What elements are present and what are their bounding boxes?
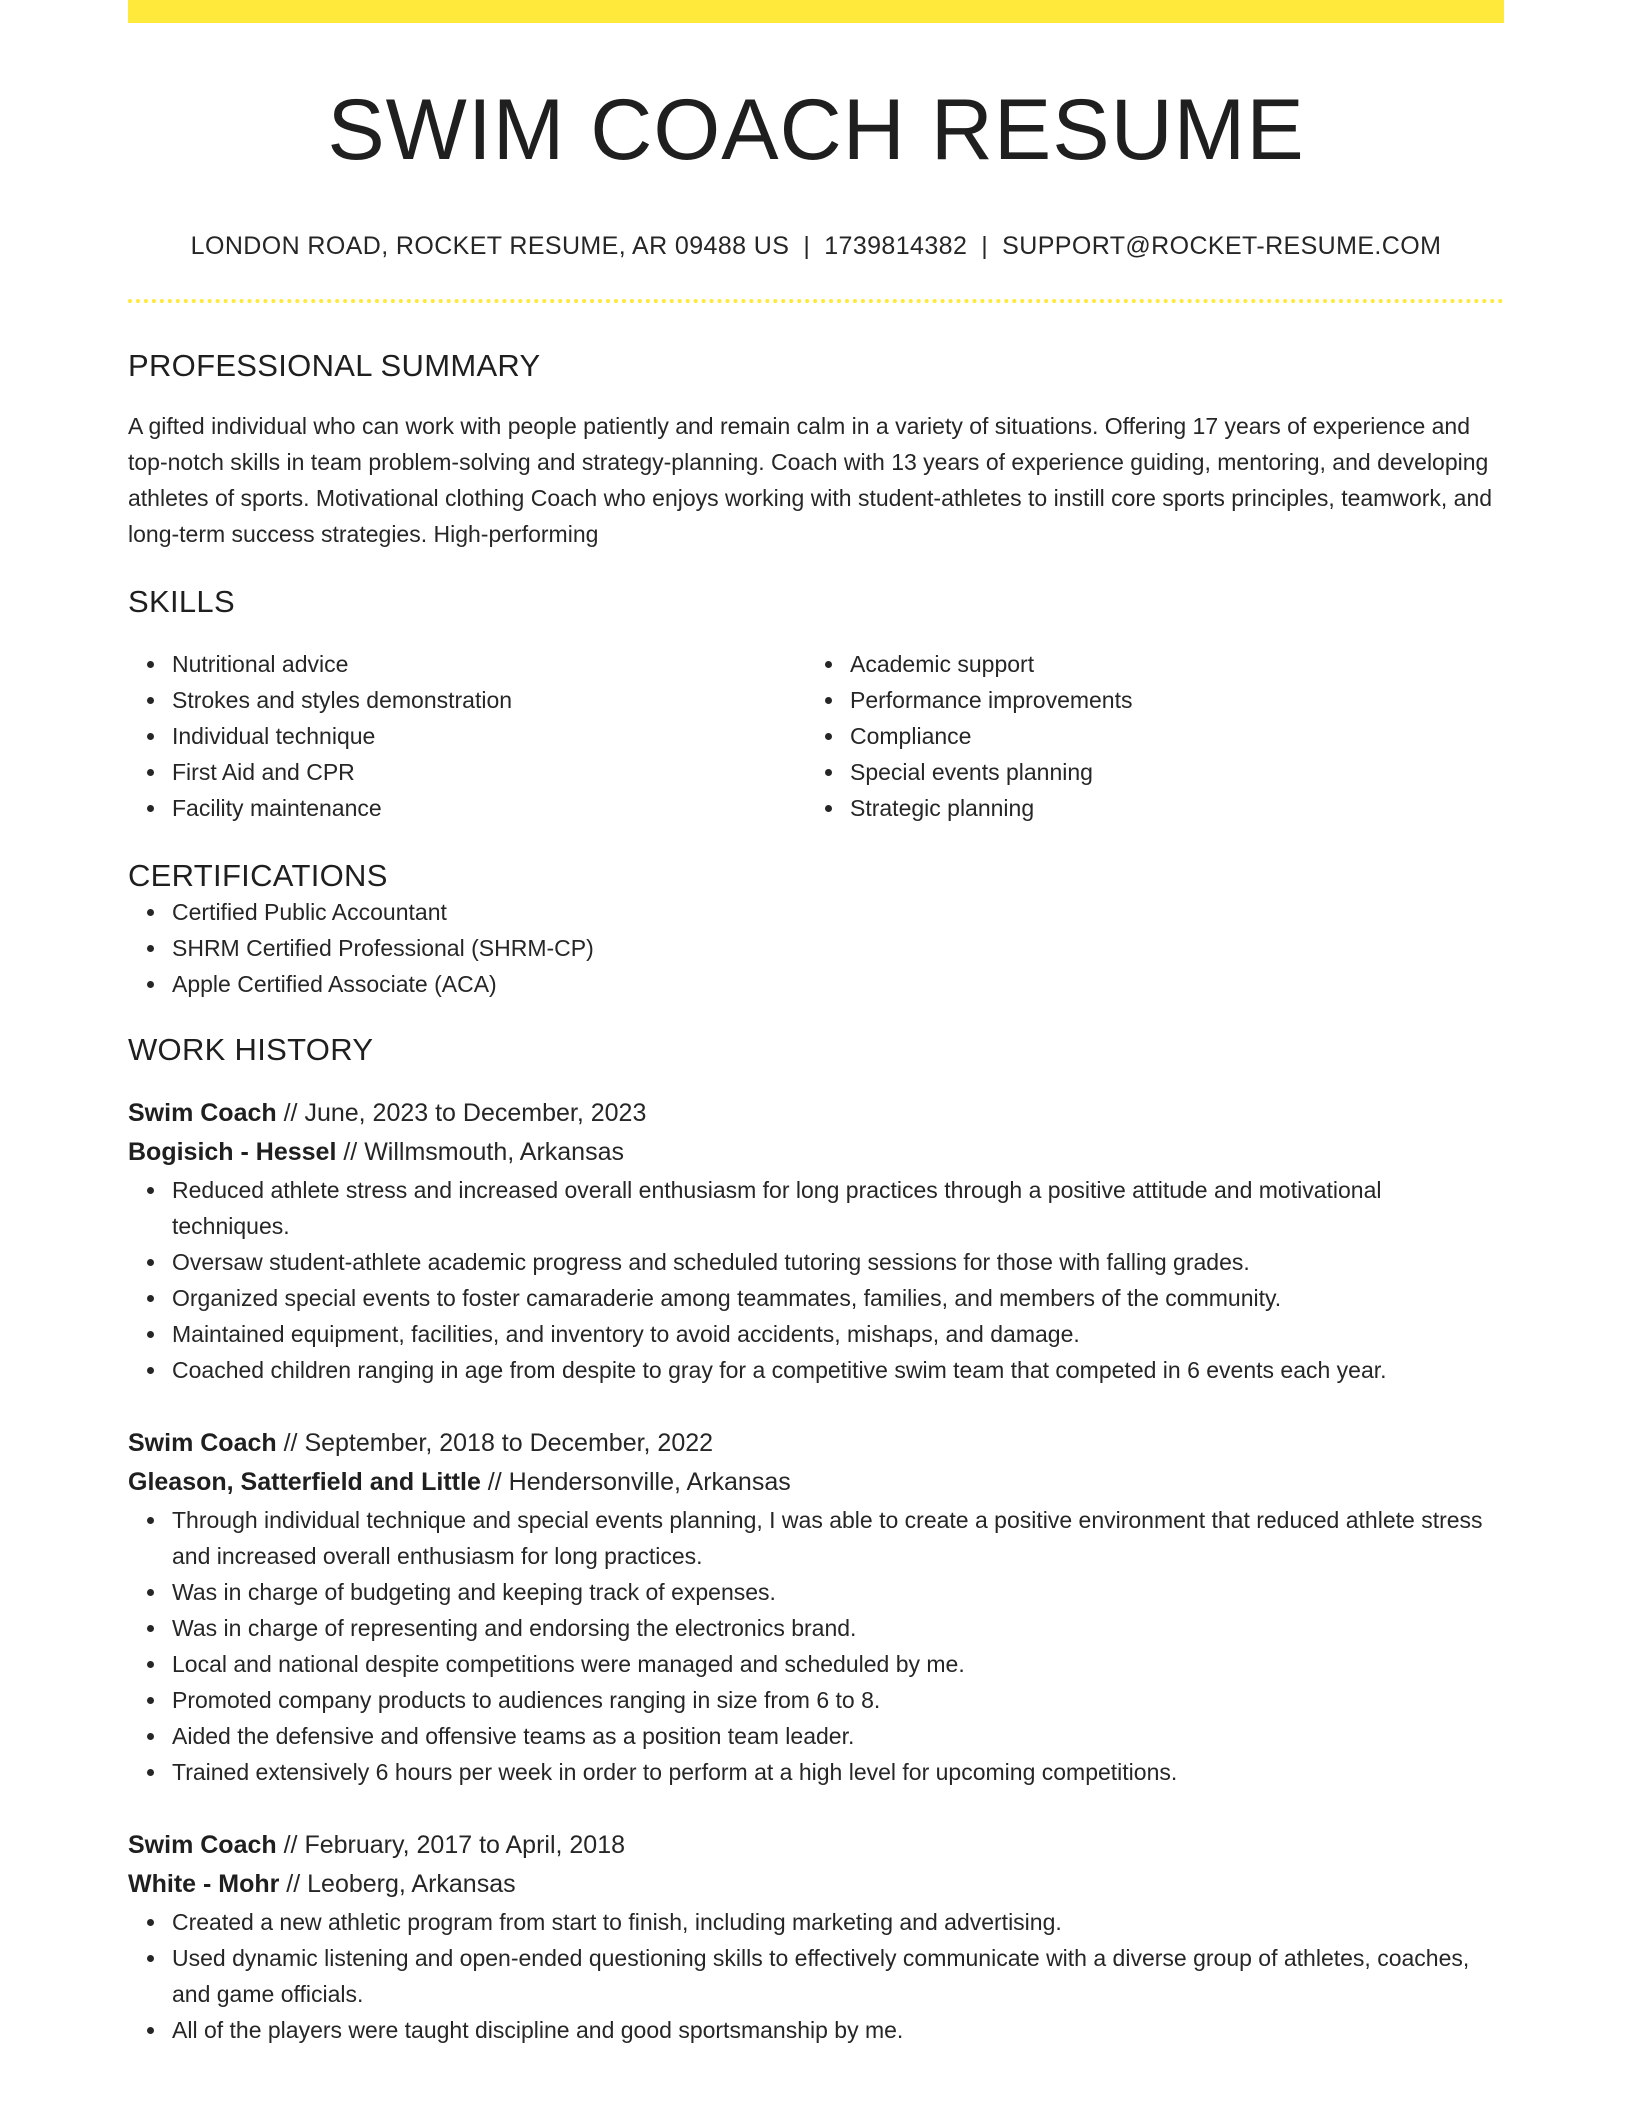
job-dates: // June, 2023 to December, 2023	[276, 1098, 647, 1127]
contact-line	[128, 232, 1504, 261]
job-company-line	[128, 1865, 1504, 1904]
skill-item: Nutritional advice	[172, 646, 806, 682]
skill-item: Performance improvements	[850, 682, 1484, 718]
certification-item: Apple Certified Associate (ACA)	[172, 966, 1504, 1002]
job-role: Swim Coach	[128, 1830, 277, 1859]
summary-text: A gifted individual who can work with people patiently and remain calm in a variety of situations. Offering 17 years of experience and top-notch skills in team problem-solving and strategy-planning. Coach with 13 years of experience guiding, mentoring, and developing athletes of sports. Motivational clothing Coach who enjoys working with student-athletes to instill core sports principles, teamwork, and long-term success strategies. High-performing	[128, 412, 1493, 547]
job-company: Gleason, Satterfield and Little	[128, 1467, 481, 1496]
resume-page	[128, 0, 1504, 2112]
job-bullet-list	[128, 1172, 1504, 1388]
job-title-line	[128, 1424, 1504, 1463]
job-entry	[128, 1094, 1504, 1388]
skill-item: First Aid and CPR	[172, 754, 806, 790]
job-title-line	[128, 1826, 1504, 1865]
job-bullet: Used dynamic listening and open-ended questioning skills to effectively communicate with a diverse group of athletes, coaches, and game officials.	[172, 1940, 1504, 2012]
job-bullet: Was in charge of representing and endorsing the electronics brand.	[172, 1610, 1504, 1646]
contact-separator: |	[981, 231, 989, 260]
resume-title: SWIM COACH RESUME	[327, 82, 1305, 178]
job-bullet: Created a new athletic program from start to finish, including marketing and advertising.	[172, 1904, 1504, 1940]
certifications-list	[128, 894, 1504, 1002]
job-bullet: Through individual technique and special events planning, I was able to create a positive environment that reduced athlete stress and increased overall enthusiasm for long practices.	[172, 1502, 1504, 1574]
job-company-line	[128, 1463, 1504, 1502]
contact-phone: 1739814382	[824, 231, 968, 260]
job-bullet: Oversaw student-athlete academic progress and scheduled tutoring sessions for those with falling grades.	[172, 1244, 1504, 1280]
job-role: Swim Coach	[128, 1098, 277, 1127]
job-bullet: All of the players were taught discipline and good sportsmanship by me.	[172, 2012, 1504, 2048]
job-bullet-list	[128, 1502, 1504, 1790]
job-bullet: Organized special events to foster camaraderie among teammates, families, and members of the community.	[172, 1280, 1504, 1316]
job-role: Swim Coach	[128, 1428, 277, 1457]
job-dates: // February, 2017 to April, 2018	[276, 1830, 626, 1859]
skills-list-right	[806, 646, 1484, 826]
skill-item: Compliance	[850, 718, 1484, 754]
work-history-heading: WORK HISTORY	[128, 1031, 374, 1067]
job-bullet: Maintained equipment, facilities, and inventory to avoid accidents, mishaps, and damage.	[172, 1316, 1504, 1352]
job-company: White - Mohr	[128, 1869, 280, 1898]
skills-list-left	[128, 646, 806, 826]
accent-top-bar	[128, 0, 1504, 23]
job-title-line	[128, 1094, 1504, 1133]
job-bullet: Coached children ranging in age from despite to gray for a competitive swim team that competed in 6 events each year.	[172, 1352, 1504, 1388]
contact-email: SUPPORT@ROCKET-RESUME.COM	[1002, 231, 1442, 260]
job-entry	[128, 1424, 1504, 1790]
contact-address: LONDON ROAD, ROCKET RESUME, AR 09488 US	[190, 231, 790, 260]
certification-item: SHRM Certified Professional (SHRM-CP)	[172, 930, 1504, 966]
dotted-divider	[128, 299, 1504, 303]
job-bullet: Promoted company products to audiences ranging in size from 6 to 8.	[172, 1682, 1504, 1718]
job-bullet: Trained extensively 6 hours per week in order to perform at a high level for upcoming competitions.	[172, 1754, 1504, 1790]
job-company-line	[128, 1133, 1504, 1172]
job-bullet: Reduced athlete stress and increased overall enthusiasm for long practices through a positive attitude and motivational techniques.	[172, 1172, 1504, 1244]
job-bullet: Aided the defensive and offensive teams as a position team leader.	[172, 1718, 1504, 1754]
job-bullet: Was in charge of budgeting and keeping track of expenses.	[172, 1574, 1504, 1610]
job-location: // Leoberg, Arkansas	[279, 1869, 516, 1898]
certification-item: Certified Public Accountant	[172, 894, 1504, 930]
job-location: // Hendersonville, Arkansas	[480, 1467, 791, 1496]
skill-item: Special events planning	[850, 754, 1484, 790]
job-dates: // September, 2018 to December, 2022	[276, 1428, 714, 1457]
skill-item: Individual technique	[172, 718, 806, 754]
summary-heading: PROFESSIONAL SUMMARY	[128, 347, 541, 383]
skills-column-right	[806, 646, 1484, 826]
skills-heading: SKILLS	[128, 583, 235, 619]
skill-item: Strategic planning	[850, 790, 1484, 826]
skill-item: Academic support	[850, 646, 1484, 682]
job-bullet-list	[128, 1904, 1504, 2048]
job-location: // Willmsmouth, Arkansas	[336, 1137, 624, 1166]
skills-grid	[128, 646, 1504, 826]
job-bullet: Local and national despite competitions were managed and scheduled by me.	[172, 1646, 1504, 1682]
skill-item: Strokes and styles demonstration	[172, 682, 806, 718]
contact-separator: |	[803, 231, 811, 260]
job-entry	[128, 1826, 1504, 2048]
skill-item: Facility maintenance	[172, 790, 806, 826]
skills-column-left	[128, 646, 806, 826]
job-company: Bogisich - Hessel	[128, 1137, 337, 1166]
certifications-heading: CERTIFICATIONS	[128, 857, 388, 893]
